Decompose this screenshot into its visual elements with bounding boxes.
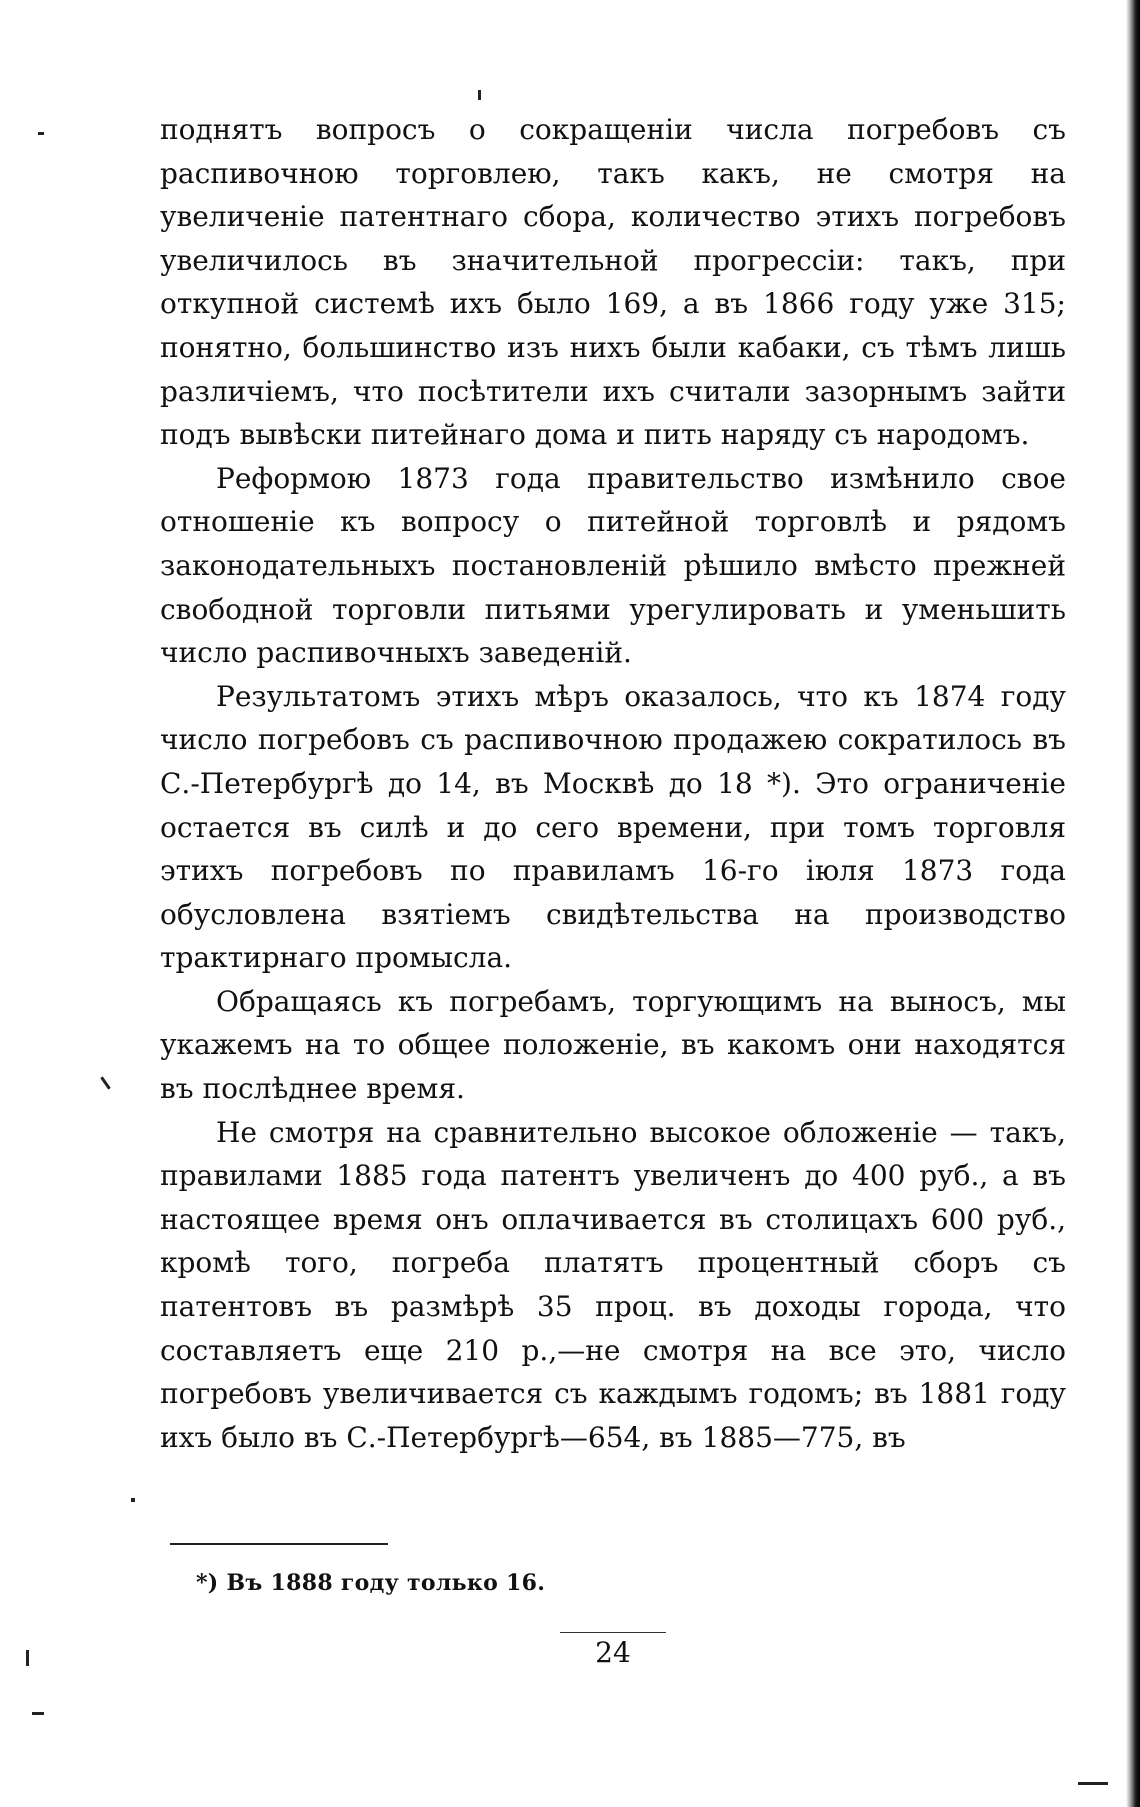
paragraph-5: Не смотря на сравнительно высокое обложеніе — такъ, правилами 1885 года патентъ увеличенъ до 400 руб., а въ настоящее время онъ оплачивается въ столицахъ 600 руб., кромѣ того, погреба платятъ процентный сборъ съ патентовъ въ размѣрѣ 35 проц. въ доходы города, что составляетъ еще 210 р.,—не смотря на все это, число погребовъ увеличивается съ каждымъ годомъ; въ 1881 году ихъ было въ С.-Петербургѣ—654, въ 1885—775, въ <box>160 1115 1066 1454</box>
paragraph-3: Результатомъ этихъ мѣръ оказалось, что къ 1874 году число погребовъ съ распивочною продажею сократилось въ С.-Петербургѣ до 14, въ Москвѣ до 18 *). Это ограниченіе остается въ силѣ и до сего времени, при томъ торговля этихъ погребовъ по правиламъ 16-го іюля 1873 года обусловлена взятіемъ свидѣтельства на производство трактирнаго промысла. <box>160 679 1066 975</box>
scan-speck <box>32 1712 44 1715</box>
page-number-rule <box>560 1632 666 1633</box>
main-text <box>160 108 1066 1459</box>
scan-speck <box>131 1498 135 1502</box>
scan-speck <box>38 132 44 135</box>
scan-speck <box>1078 1782 1108 1785</box>
paragraph-4: Обращаясь къ погребамъ, торгующимъ на выносъ, мы укажемъ на то общее положеніе, въ какомъ они находятся въ послѣднее время. <box>160 984 1066 1106</box>
footnote-divider <box>170 1543 388 1545</box>
scan-edge-shadow <box>1126 0 1140 1807</box>
page-number: 24 <box>595 1636 631 1669</box>
scan-speck <box>26 1650 29 1666</box>
paragraph-1: поднятъ вопросъ о сокращеніи числа погребовъ съ распивочною торговлею, такъ какъ, не смотря на увеличеніе патентнаго сбора, количество этихъ погребовъ увеличилось въ значительной прогрессіи: такъ, при откупной системѣ ихъ было 169, а въ 1866 году уже 315; понятно, большинство изъ нихъ были кабаки, съ тѣмъ лишь различіемъ, что посѣтители ихъ считали зазорнымъ зайти подъ вывѣски питейнаго дома и пить наряду съ народомъ. <box>160 113 1066 452</box>
scan-speck <box>100 1076 110 1089</box>
paragraph-2: Реформою 1873 года правительство измѣнило свое отношеніе къ вопросу о питейной торговлѣ и рядомъ законодательныхъ постановленій рѣшило вмѣсто прежней свободной торговли питьями урегулировать и уменьшить число распивочныхъ заведеній. <box>160 461 1066 670</box>
scan-speck <box>478 90 481 100</box>
footnote: *) Въ 1888 году только 16. <box>196 1570 546 1596</box>
